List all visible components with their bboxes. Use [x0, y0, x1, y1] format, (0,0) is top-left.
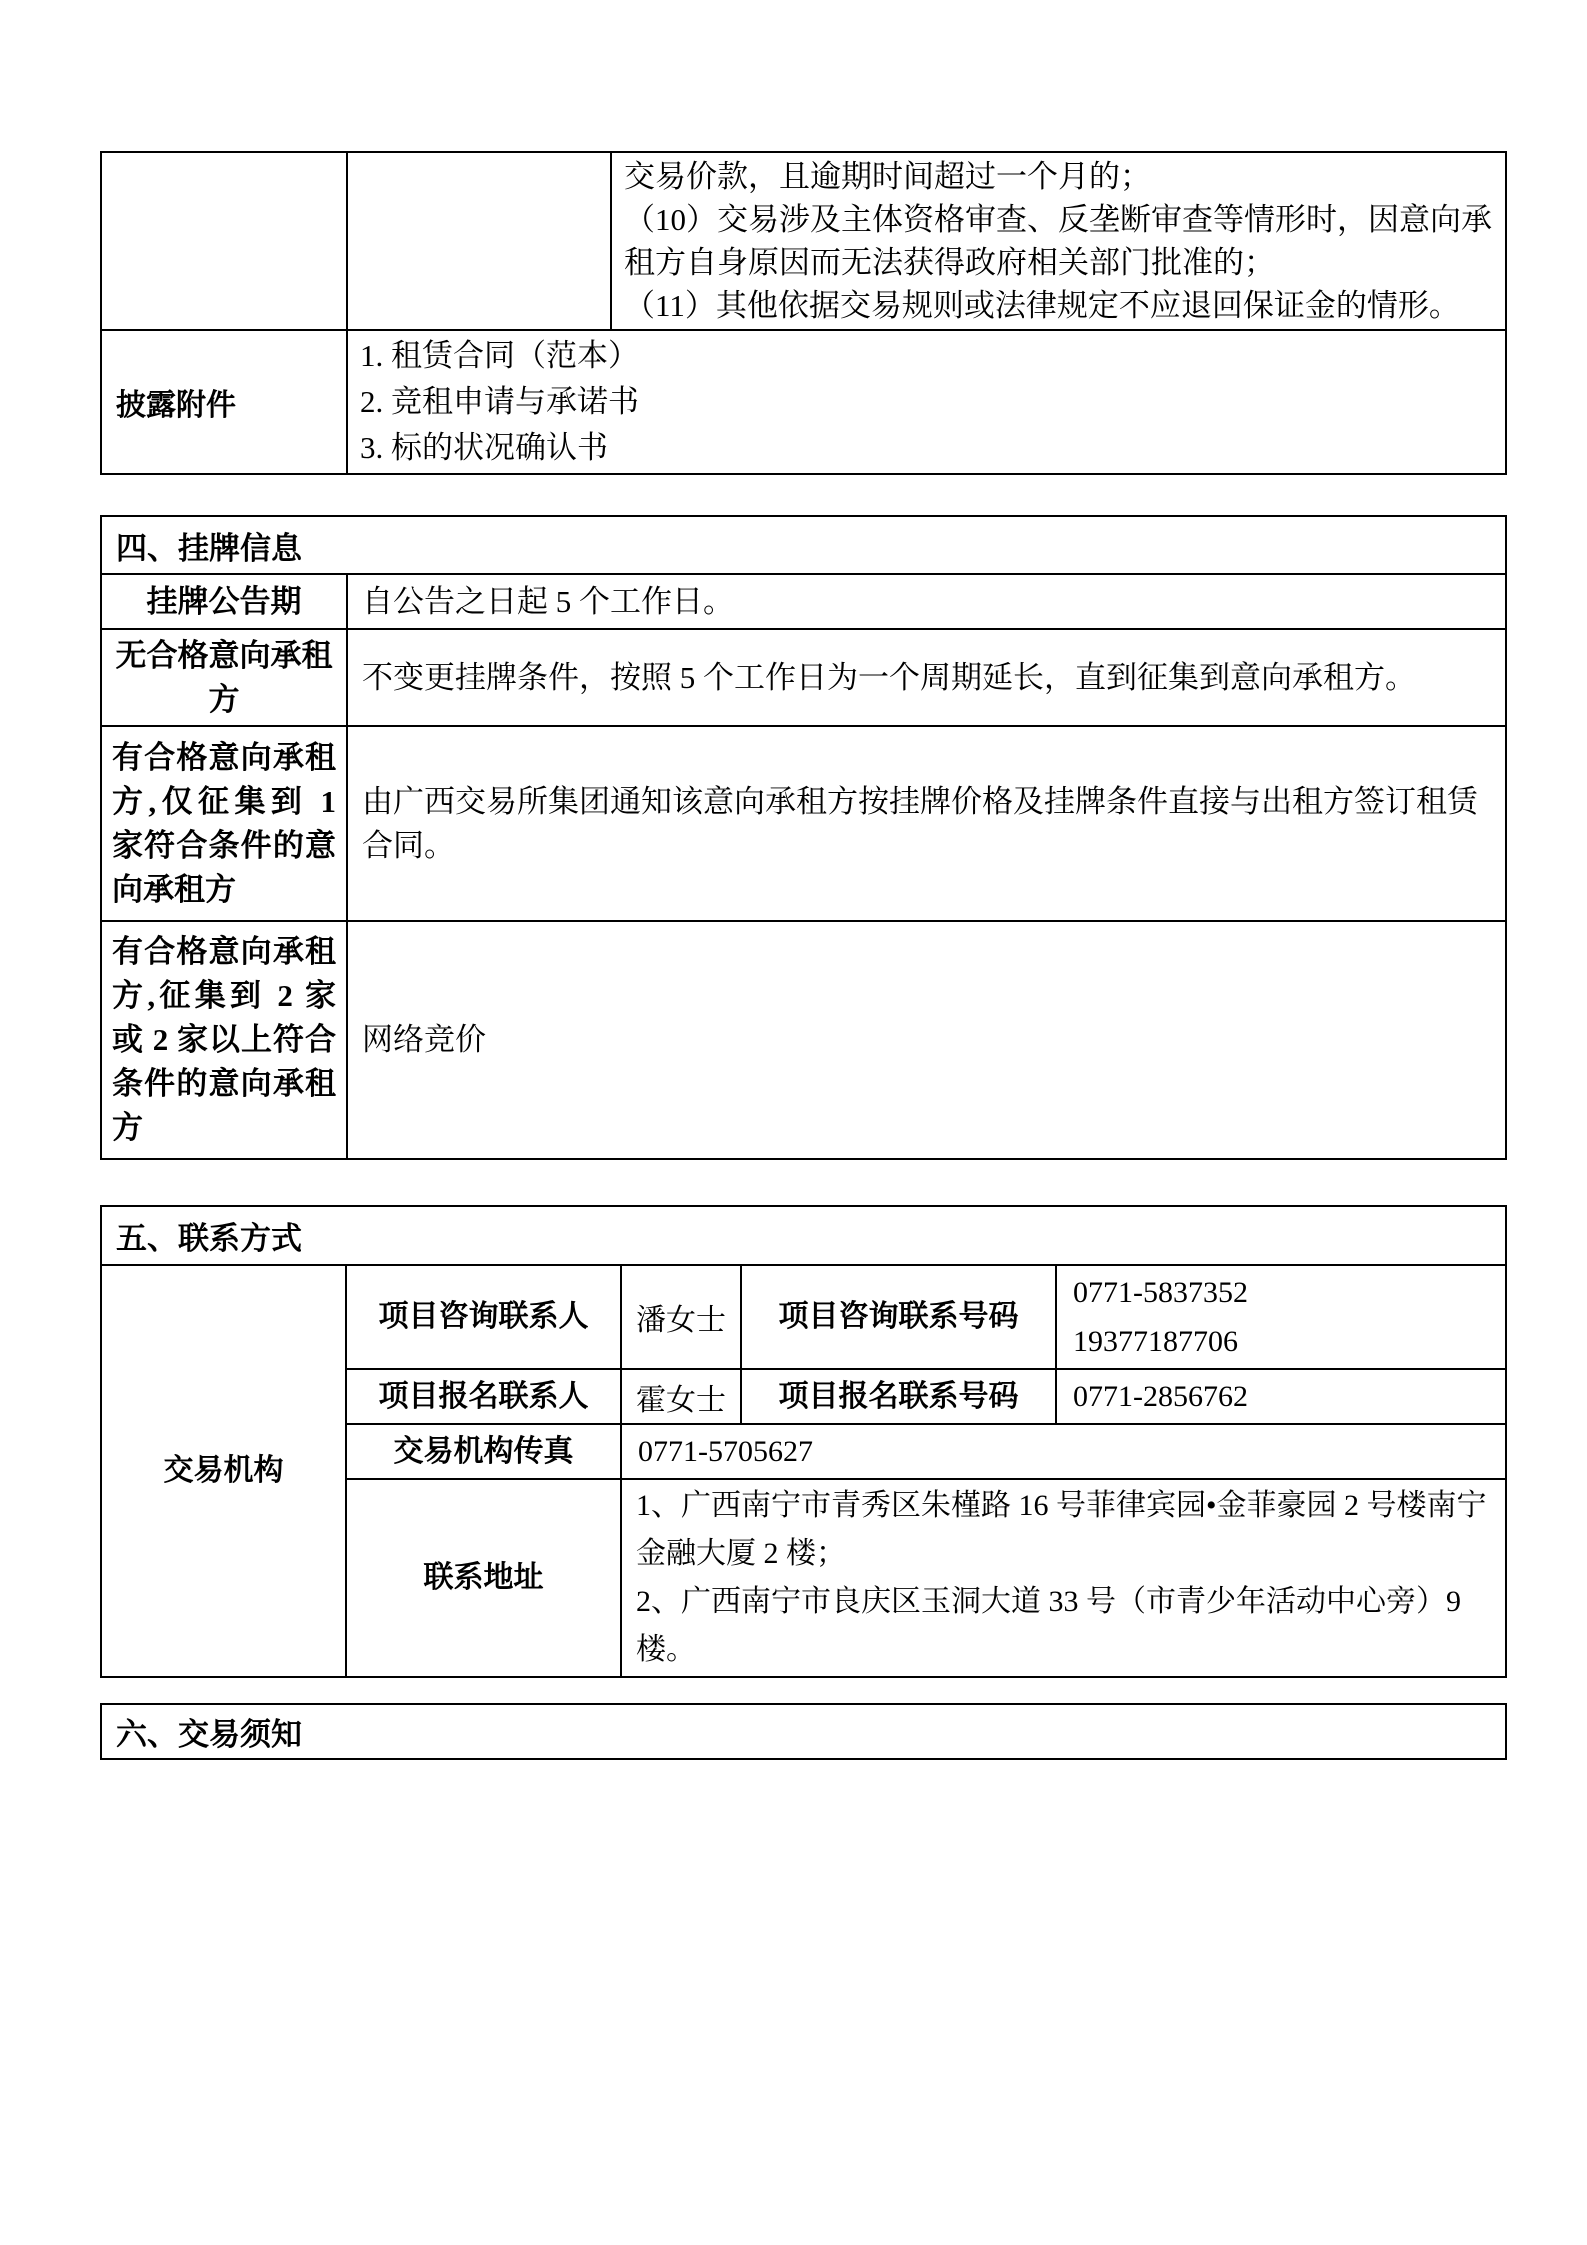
table-row [101, 921, 1506, 1159]
signup-person-name: 霍女士 [621, 1369, 741, 1424]
consult-phone-numbers: 0771-5837352 19377187706 [1056, 1265, 1506, 1369]
fax-number: 0771-5705627 [621, 1424, 1506, 1479]
consult-contact-row [101, 1265, 1506, 1369]
address-lines: 1、广西南宁市青秀区朱槿路 16 号菲律宾园•金菲豪园 2 号楼南宁金融大厦 2 楼； 2、广西南宁市良庆区玉洞大道 33 号（市青少年活动中心旁）9 楼。 [621, 1479, 1506, 1677]
notes-header-row [101, 1704, 1506, 1759]
address-label: 联系地址 [346, 1479, 621, 1677]
contact-section-title: 五、联系方式 [101, 1206, 1506, 1265]
deposit-clauses-text: 交易价款，且逾期时间超过一个月的； （10）交易涉及主体资格审查、反垄断审查等情形时，因意向承租方自身原因而无法获得政府相关部门批准的； （11）其他依据交易规则或法律规定不应退回保证金的情形。 [611, 152, 1506, 330]
table-row [101, 629, 1506, 726]
multiple-qualified-tenants-value: 网络竞价 [347, 921, 1506, 1159]
table-row [101, 574, 1506, 629]
consult-phone-label: 项目咨询联系号码 [741, 1265, 1056, 1369]
one-qualified-tenant-value: 由广西交易所集团通知该意向承租方按挂牌价格及挂牌条件直接与出租方签订租赁合同。 [347, 726, 1506, 921]
no-qualified-tenant-value: 不变更挂牌条件，按照 5 个工作日为一个周期延长，直到征集到意向承租方。 [347, 629, 1506, 726]
announcement-period-label: 挂牌公告期 [101, 574, 347, 629]
contact-header-row [101, 1206, 1506, 1265]
trading-notes-table [100, 1703, 1507, 1760]
one-qualified-tenant-label: 有合格意向承租方,仅征集到 1 家符合条件的意向承租方 [101, 726, 347, 921]
consult-person-name: 潘女士 [621, 1265, 741, 1369]
multiple-qualified-tenants-label: 有合格意向承租方,征集到 2 家或 2 家以上符合条件的意向承租方 [101, 921, 347, 1159]
listing-info-table [100, 515, 1507, 1160]
notes-section-title: 六、交易须知 [101, 1704, 1506, 1759]
disclosure-attachments-label: 披露附件 [101, 330, 347, 474]
continuation-table [100, 151, 1507, 475]
deposit-clauses-row [101, 152, 1506, 330]
signup-phone-number: 0771-2856762 [1056, 1369, 1506, 1424]
empty-row-label-cell [101, 152, 347, 330]
announcement-period-value: 自公告之日起 5 个工作日。 [347, 574, 1506, 629]
empty-sub-label-cell [347, 152, 611, 330]
disclosure-attachments-list: 1. 租赁合同（范本） 2. 竞租申请与承诺书 3. 标的状况确认书 [347, 330, 1506, 474]
signup-phone-label: 项目报名联系号码 [741, 1369, 1056, 1424]
signup-person-label: 项目报名联系人 [346, 1369, 621, 1424]
disclosure-attachments-row [101, 330, 1506, 474]
contact-info-table [100, 1205, 1507, 1678]
listing-section-title: 四、挂牌信息 [101, 516, 1506, 574]
no-qualified-tenant-label: 无合格意向承租方 [101, 629, 347, 726]
trading-institution-label: 交易机构 [101, 1265, 346, 1677]
consult-person-label: 项目咨询联系人 [346, 1265, 621, 1369]
table-row [101, 726, 1506, 921]
listing-header-row [101, 516, 1506, 574]
fax-label: 交易机构传真 [346, 1424, 621, 1479]
